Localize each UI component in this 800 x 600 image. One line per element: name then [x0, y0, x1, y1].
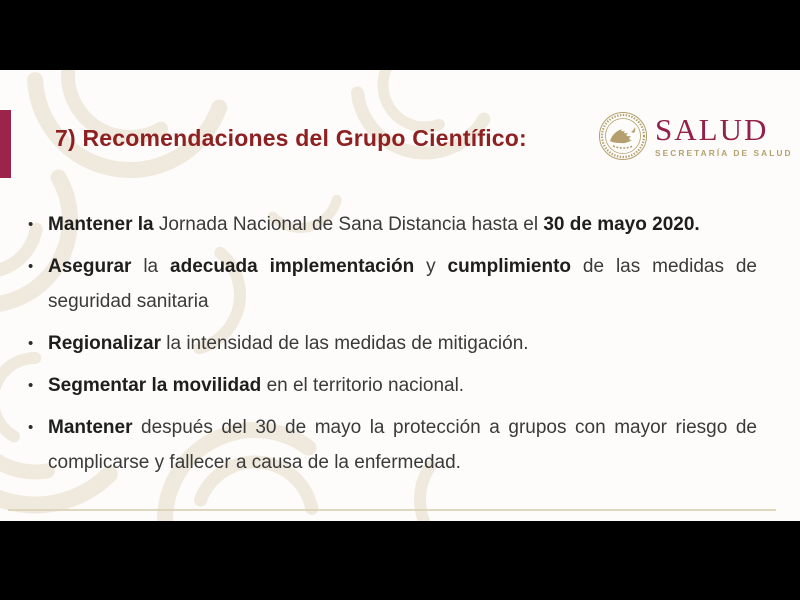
bullet-list [28, 207, 757, 487]
bullet-text-segment: Jornada Nacional de Sana Distancia hasta el [153, 214, 544, 235]
bullet-text-segment: cumplimiento [447, 256, 572, 277]
bullet-text-segment: y [414, 256, 448, 277]
bullet-text-segment: en el territorio nacional. [261, 375, 465, 396]
slide [0, 70, 800, 521]
bullet-text-segment: Regionalizar [48, 333, 161, 354]
letterbox-bottom [0, 521, 800, 600]
bullet-marker: • [28, 419, 34, 436]
bullet-text-segment: Mantener [48, 417, 133, 438]
bullet-text-segment: la [131, 256, 171, 277]
footer-divider [8, 509, 776, 511]
bullet-marker: • [28, 216, 34, 233]
bullet-text-segment: Segmentar la movilidad [48, 375, 262, 396]
bullet-text-segment: después del 30 de mayo la protección a grupos con mayor riesgo de complicarse y fallecer a causa de la enfermedad. [48, 417, 757, 473]
bullet-item [28, 326, 757, 361]
bullet-item [28, 207, 757, 242]
logo-wordmark: SALUD [655, 111, 769, 147]
bullet-text-segment: adecuada implementación [170, 256, 415, 277]
bullet-text-segment: Asegurar [48, 256, 132, 277]
bullet-marker: • [28, 335, 34, 352]
bullet-text-segment: Mantener la [48, 214, 154, 235]
bullet-item [28, 368, 757, 403]
logo-subtitle: SECRETARÍA DE SALUD [655, 147, 793, 158]
bullet-text-segment: de las medidas de seguridad sanitaria [48, 256, 757, 312]
title-accent-bar [0, 110, 11, 178]
bullet-text-segment: la intensidad de las medidas de mitigación. [160, 333, 529, 354]
salud-logo [598, 110, 793, 162]
bullet-item [28, 249, 757, 319]
bullet-marker: • [28, 258, 34, 275]
bullet-text-segment: 30 de mayo 2020. [543, 214, 700, 235]
bullet-marker: • [28, 377, 34, 394]
letterbox-top [0, 0, 800, 70]
slide-title: 7) Recomendaciones del Grupo Científico: [55, 125, 527, 151]
bullet-item [28, 410, 757, 480]
eagle-emblem-icon [598, 110, 648, 162]
